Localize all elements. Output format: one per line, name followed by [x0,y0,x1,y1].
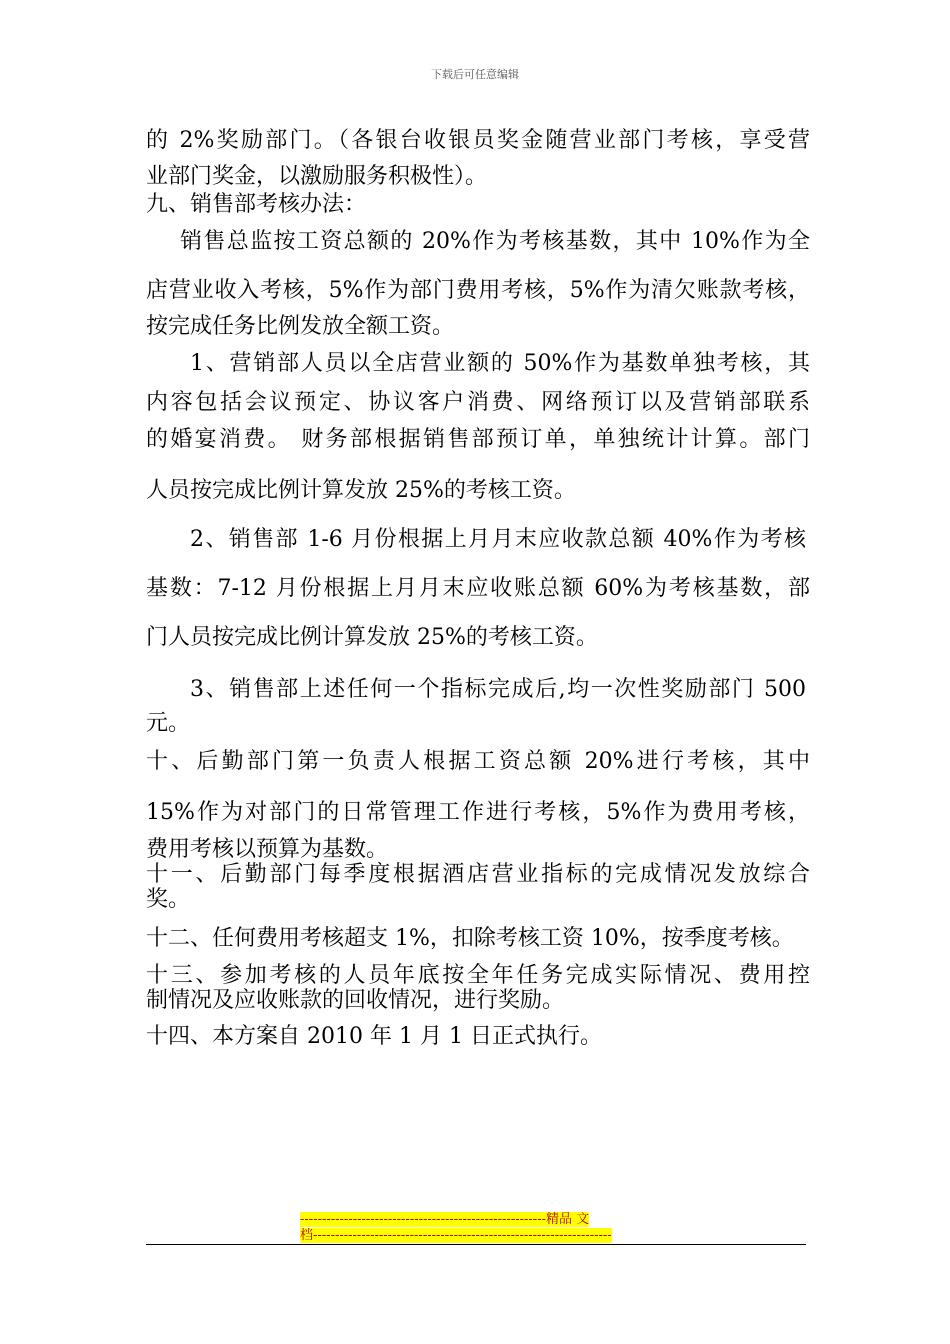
section-heading: 九、销售部考核办法： [146,192,367,217]
text-line: 人员按完成比例计算发放 25%的考核工资。 [146,478,576,503]
text-line: 的婚宴消费。 财务部根据销售部预订单，单独统计计算。部门 [146,427,810,452]
page-header-note: 下载后可任意编辑 [431,68,519,81]
text-line: 元。 [146,711,191,736]
footer-banner [300,1212,648,1244]
footer-banner-line2: 档-------------------------------------------------------------------- [300,1228,612,1243]
text-line: 1、营销部人员以全店营业额的 50%作为基数单独考核，其 [190,351,810,376]
text-line: 按完成任务比例发放全额工资。 [146,314,455,339]
text-line: 店营业收入考核，5%作为部门费用考核，5%作为清欠账款考核， [146,278,810,303]
section-heading: 十、后勤部门第一负责人根据工资总额 20%进行考核，其中 [146,749,810,774]
section-heading: 十一、后勤部门每季度根据酒店营业指标的完成情况发放综合 [146,862,810,887]
footer-divider [146,1244,806,1245]
text-line: 2、销售部 1-6 月份根据上月月末应收款总额 40%作为考核 [190,527,806,552]
text-line: 基数：7-12 月份根据上月月末应收账总额 60%为考核基数，部 [146,576,810,601]
section-heading: 十二、任何费用考核超支 1%，扣除考核工资 10%，按季度考核。 [146,926,794,951]
text-line: 内容包括会议预定、协议客户消费、网络预订以及营销部联系 [146,390,810,415]
text-line: 3、销售部上述任何一个指标完成后,均一次性奖励部门 500 [190,677,806,702]
section-heading: 十四、本方案自 2010 年 1 月 1 日正式执行。 [146,1024,602,1049]
text-line: 制情况及应收账款的回收情况，进行奖励。 [146,988,565,1013]
text-line: 奖。 [146,887,191,912]
text-line: 15%作为对部门的日常管理工作进行考核，5%作为费用考核， [146,800,810,825]
section-heading: 十三、参加考核的人员年底按全年任务完成实际情况、费用控 [146,963,810,988]
text-line: 销售总监按工资总额的 20%作为考核基数，其中 10%作为全 [180,229,810,254]
text-line: 业部门奖金，以激励服务积极性）。 [146,164,488,189]
text-line: 的 2%奖励部门。（各银台收银员奖金随营业部门考核，享受营 [146,128,810,153]
text-line: 门人员按完成比例计算发放 25%的考核工资。 [146,625,598,650]
footer-banner-line1: --------------------------------------------------------精品 文 [300,1212,590,1227]
text-line: 费用考核以预算为基数。 [146,837,389,862]
